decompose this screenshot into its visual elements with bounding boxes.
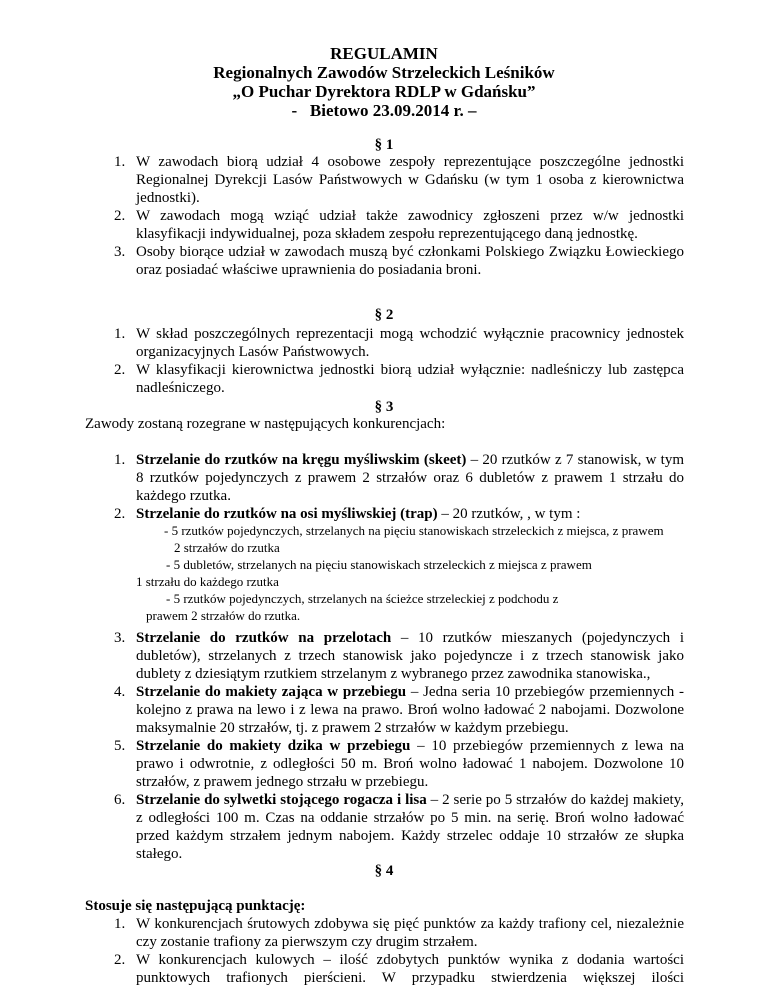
list-number: 3. bbox=[114, 244, 126, 260]
list-item bbox=[114, 451, 684, 505]
list-number: 1. bbox=[114, 154, 126, 170]
list-number: 2. bbox=[114, 506, 126, 522]
trap-detail-text: - 5 rzutków pojedynczych, strzelanych na pięciu stanowiskach strzeleckich z miejsca, z prawem 2 strzałów do rzutka bbox=[164, 523, 664, 555]
list-text: – 20 rzutków z 7 stanowisk, w tym 8 rzutków pojedynczych z prawem 2 strzałów oraz 6 dubletów z prawem 1 strzału do każdego rzutka. bbox=[136, 452, 684, 504]
list-text: W zawodach mogą wziąć udział także zawodnicy zgłoszeni przez w/w jednostki klasyfikacji indywidualnej, poza składem zespołu reprezentującego daną jednostkę. bbox=[136, 208, 684, 242]
list-item bbox=[114, 325, 684, 361]
competition-name: Strzelanie do makiety zająca w przebiegu bbox=[136, 684, 407, 700]
list-number: 2. bbox=[114, 208, 126, 224]
section-4-heading: § 4 bbox=[374, 863, 394, 879]
list-number: 1. bbox=[114, 326, 126, 342]
competition-name: Strzelanie do sylwetki stojącego rogacza i lisa bbox=[136, 792, 427, 808]
trap-detail-item bbox=[136, 523, 666, 556]
list-number: 1. bbox=[114, 916, 126, 932]
list-item bbox=[114, 737, 684, 791]
list-number: 3. bbox=[114, 630, 126, 646]
list-item bbox=[114, 629, 684, 683]
list-text: W klasyfikacji kierownictwa jednostki biorą udział wyłącznie: nadleśniczy lub zastępca nadleśniczego. bbox=[136, 362, 684, 396]
place-date: - Bietowo 23.09.2014 r. – bbox=[291, 101, 477, 120]
list-text: W konkurencjach śrutowych zdobywa się pięć punktów za każdy trafiony cel, niezależnie czy zostanie trafiony za pierwszym czy drugim strzałem. bbox=[136, 916, 684, 950]
list-text: – Jedna seria 10 przebiegów przemiennych - kolejno z prawa na lewo i z lewa na prawo. Broń wolno ładować 2 nabojami. Dozwolone maksymalnie 20 strzałów, tj. z prawem 2 strzałów w każdym przebiegu. bbox=[136, 684, 684, 736]
list-item bbox=[114, 207, 684, 243]
list-text: – 2 serie po 5 strzałów do każdej makiety, z odległości 100 m. Czas na oddanie strzałów po 5 min. na serię. Broń wolno ładować przed każdym strzałem jednym nabojem. Każdy strzelec oddaje 10 strzałów ze słupka stałego. bbox=[136, 792, 684, 862]
document-subtitle: Regionalnych Zawodów Strzeleckich Leśników bbox=[213, 63, 555, 82]
list-item bbox=[114, 243, 684, 279]
list-text: Osoby biorące udział w zawodach muszą być członkami Polskiego Związku Łowieckiego oraz posiadać właściwe uprawnienia do posiadania broni. bbox=[136, 244, 684, 278]
section-4-intro: Stosuje się następującą punktację: bbox=[85, 898, 306, 914]
list-item bbox=[114, 361, 684, 397]
list-item bbox=[114, 505, 684, 523]
list-text: W skład poszczególnych reprezentacji mogą wchodzić wyłącznie pracownicy jednostek organizacyjnych Lasów Państwowych. bbox=[136, 326, 684, 360]
trap-detail-item bbox=[136, 591, 576, 624]
competition-name: Strzelanie do rzutków na osi myśliwskiej (trap) bbox=[136, 506, 438, 522]
list-number: 1. bbox=[114, 452, 126, 468]
list-item bbox=[114, 683, 684, 737]
cup-name: „O Puchar Dyrektora RDLP w Gdańsku” bbox=[232, 82, 536, 101]
list-item bbox=[114, 915, 684, 951]
list-item bbox=[114, 153, 684, 207]
section-2-heading: § 2 bbox=[374, 307, 394, 323]
section-1-heading: § 1 bbox=[374, 137, 394, 153]
competition-name: Strzelanie do makiety dzika w przebiegu bbox=[136, 738, 411, 754]
document-title: REGULAMIN bbox=[330, 44, 438, 63]
trap-detail-text: - 5 rzutków pojedynczych, strzelanych na ścieżce strzeleckiej z podchodu z prawem 2 strzałów do rzutka. bbox=[146, 591, 559, 623]
section-3-intro: Zawody zostaną rozegrane w następujących konkurencjach: bbox=[85, 416, 446, 432]
list-number: 5. bbox=[114, 738, 126, 754]
list-text: W zawodach biorą udział 4 osobowe zespoły reprezentujące poszczególne jednostki Regionalnej Dyrekcji Lasów Państwowych w Gdańsku (w tym 1 osoba z kierownictwa jednostki). bbox=[136, 154, 684, 206]
list-number: 4. bbox=[114, 684, 126, 700]
trap-detail-text: - 5 dubletów, strzelanych na pięciu stanowiskach strzeleckich z miejsca z prawem 1 strzału do każdego rzutka bbox=[136, 557, 592, 589]
list-text: – 20 rzutków, , w tym : bbox=[437, 506, 581, 522]
competition-name: Strzelanie do rzutków na kręgu myśliwskim (skeet) bbox=[136, 452, 467, 468]
list-number: 2. bbox=[114, 362, 126, 378]
list-item bbox=[114, 951, 684, 987]
competition-name: Strzelanie do rzutków na przelotach bbox=[136, 630, 392, 646]
list-text: – 10 rzutków mieszanych (pojedynczych i dubletów), strzelanych z trzech stanowisk jako pojedyncze i z trzech stanowisk jako dublety z dziesiątym rzutkiem strzelanym z wybranego przez zawodnika stanowiska., bbox=[136, 630, 684, 682]
trap-detail-item bbox=[136, 557, 596, 590]
list-number: 6. bbox=[114, 792, 126, 808]
list-text: – 10 przebiegów przemiennych z lewa na prawo i odwrotnie, z odległości 50 m. Broń wolno ładować 1 nabojem. Dozwolone 10 strzałów, z prawem jednego strzału w przebiegu. bbox=[136, 738, 684, 790]
section-3-heading: § 3 bbox=[374, 399, 394, 415]
list-number: 2. bbox=[114, 952, 126, 968]
list-text: W konkurencjach kulowych – ilość zdobytych punktów wynika z dodania wartości punktowych trafionych pierścieni. W przypadku stwierdzenia większej ilości bbox=[136, 952, 684, 986]
list-item bbox=[114, 791, 684, 863]
